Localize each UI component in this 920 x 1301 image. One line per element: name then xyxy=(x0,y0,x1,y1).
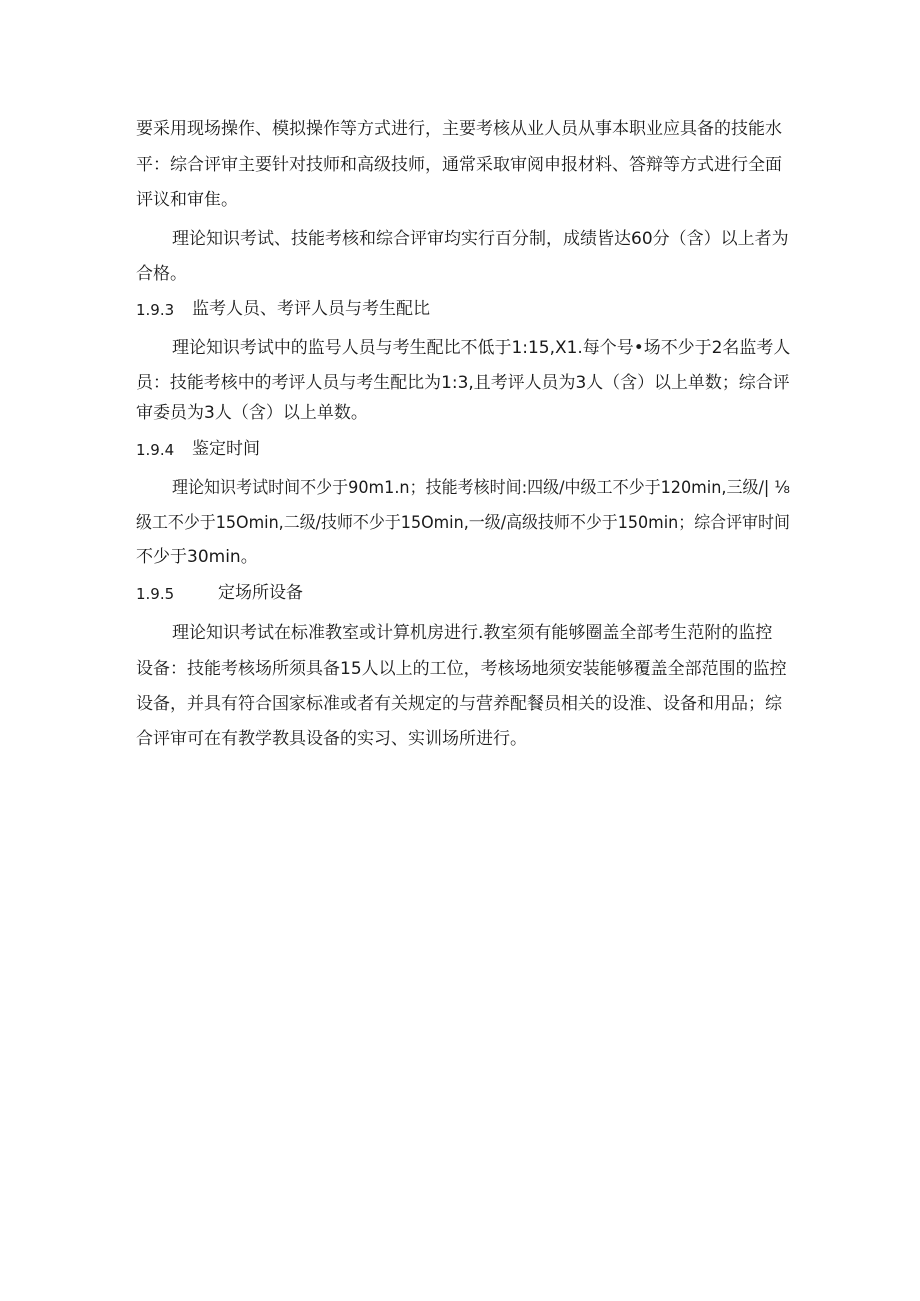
paragraph-line: 设备，并具有符合国家标准或者有关规定的与营养配餐员相关的设淮、设备和用品；综 xyxy=(136,694,782,714)
paragraph-line: 级工不少于15Omin,二级/技师不少于15Omin,一级/高级技师不少于150min；综合评审时间 xyxy=(136,513,790,533)
paragraph-line: 平：综合评审主要针对技师和高级技师，通常采取审阅申报材料、答辩等方式进行全面 xyxy=(136,155,782,175)
paragraph-line: 合评审可在有教学教具设备的实习、实训场所进行。 xyxy=(136,729,527,749)
section-number: 1.9.3 xyxy=(136,301,175,319)
paragraph-line: 审委员为3人（含）以上单数。 xyxy=(136,403,368,423)
paragraph-line: 员：技能考核中的考评人员与考生配比为1:3,且考评人员为3人（含）以上单数；综合评 xyxy=(136,373,790,393)
section-title: 监考人员、考评人员与考生配比 xyxy=(192,299,430,319)
paragraph-line: 理论知识考试、技能考核和综合评审均实行百分制，成绩皆达60分（含）以上者为 xyxy=(172,229,789,249)
section-number: 1.9.4 xyxy=(136,441,175,459)
section-title: 定场所设备 xyxy=(218,583,303,603)
paragraph-line: 理论知识考试时间不少于90m1.n；技能考核时间:四级/中级工不少于120min,三级/| ⅛ xyxy=(172,478,790,498)
paragraph-line: 要采用现场操作、模拟操作等方式进行，主要考核从业人员从事本职业应具备的技能水 xyxy=(136,119,782,139)
section-number: 1.9.5 xyxy=(136,585,175,603)
paragraph-line: 理论知识考试在标准教室或计算机房进行.教室须有能够圈盖全部考生范附的监控 xyxy=(172,623,773,643)
paragraph-line: 理论知识考试中的监号人员与考生配比不低于1:15,X1.每个号•场不少于2名监考人 xyxy=(172,338,791,358)
paragraph-line: 合格。 xyxy=(136,264,187,284)
paragraph-line: 不少于30min。 xyxy=(136,547,258,567)
paragraph-line: 设备：技能考核场所须具备15人以上的工位，考核场地须安装能够覆盖全部范围的监控 xyxy=(136,659,787,679)
section-title: 鉴定时间 xyxy=(192,439,260,459)
paragraph-line: 评议和审隹。 xyxy=(136,190,238,210)
